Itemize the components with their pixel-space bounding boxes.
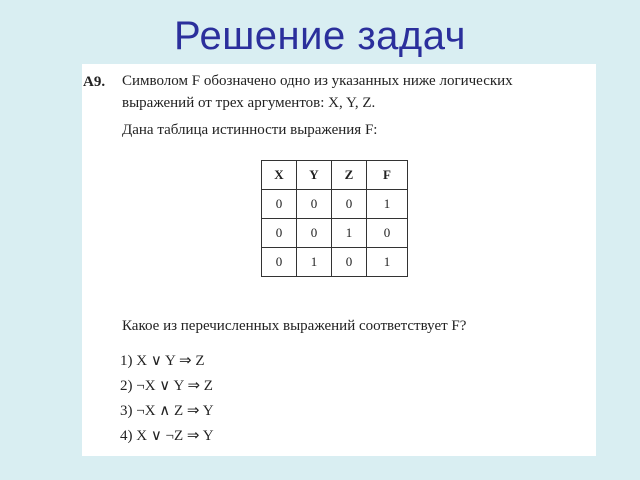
task-number: A9. — [83, 74, 106, 90]
slide-title: Решение задач — [174, 14, 466, 58]
header-z: Z — [332, 161, 367, 190]
table-row — [262, 248, 408, 277]
table-cell: 1 — [367, 248, 408, 277]
table-cell: 1 — [367, 190, 408, 219]
table-cell: 0 — [262, 219, 297, 248]
table-cell: 0 — [332, 190, 367, 219]
answer-option-4: 4) X ∨ ¬Z ⇒ Y — [120, 428, 214, 444]
table-cell: 0 — [262, 248, 297, 277]
task-panel — [82, 64, 596, 456]
table-cell: 1 — [297, 248, 332, 277]
table-cell: 0 — [297, 190, 332, 219]
table-cell: 0 — [367, 219, 408, 248]
table-cell: 0 — [297, 219, 332, 248]
question-text: Какое из перечисленных выражений соответствует F? — [122, 318, 467, 334]
answer-option-3: 3) ¬X ∧ Z ⇒ Y — [120, 403, 214, 419]
answer-option-2: 2) ¬X ∨ Y ⇒ Z — [120, 378, 213, 394]
header-y: Y — [297, 161, 332, 190]
task-text-line-1: Символом F обозначено одно из указанных ниже логических — [122, 73, 513, 89]
header-x: X — [262, 161, 297, 190]
table-cell: 1 — [332, 219, 367, 248]
table-row — [262, 190, 408, 219]
table-row — [262, 219, 408, 248]
answer-options — [120, 351, 214, 451]
task-text-line-2: выражений от трех аргументов: X, Y, Z. — [122, 95, 376, 111]
truth-table-header-row — [262, 161, 408, 190]
table-cell: 0 — [332, 248, 367, 277]
answer-option-1: 1) X ∨ Y ⇒ Z — [120, 353, 205, 369]
header-f: F — [367, 161, 408, 190]
task-text-line-3: Дана таблица истинности выражения F: — [122, 122, 378, 138]
table-cell: 0 — [262, 190, 297, 219]
truth-table — [261, 160, 408, 277]
